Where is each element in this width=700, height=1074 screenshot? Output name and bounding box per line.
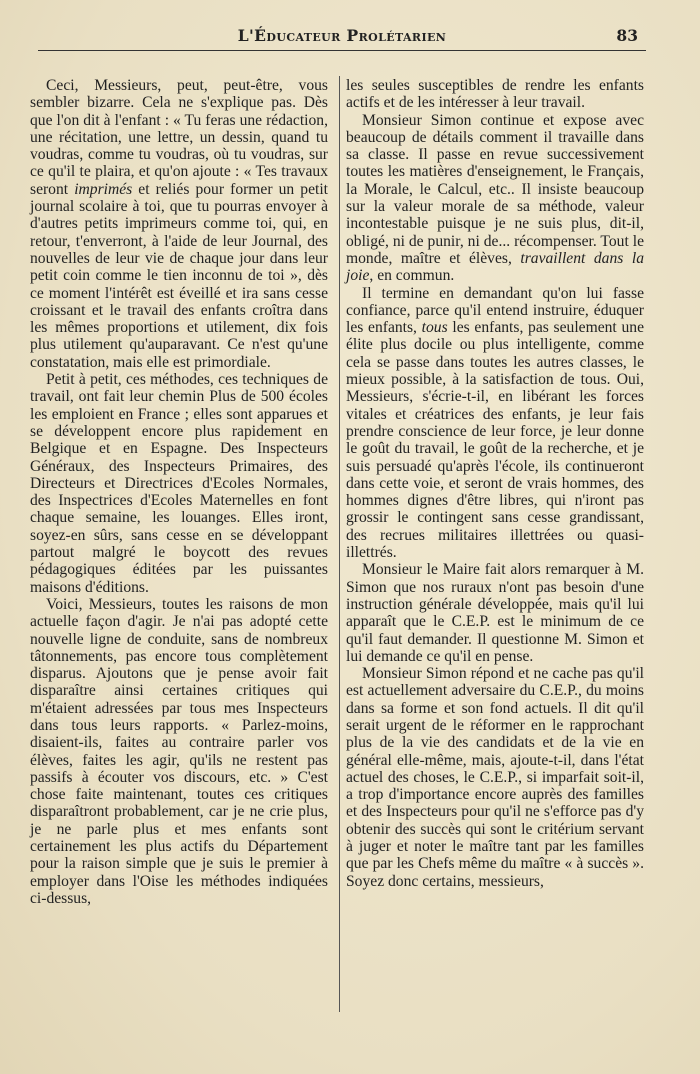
paragraph: Monsieur Simon continue et expose avec beaucoup de détails comment il travaille dans sa classe. Il passe en revue successivement toutes les matières d'enseignement, le Français, la Morale, le Calcul, etc.. Il insiste beaucoup sur la valeur morale de sa méthode, valeur incontestable puisque je ne suis plus, dit-il, obligé, ni de punir, ni de... récompenser. Tout le monde, maître et élèves, travaillent dans la joie, en commun. — [346, 111, 644, 285]
paragraph: Monsieur le Maire fait alors remarquer à M. Simon que nos ruraux n'ont pas besoin d'une instruction générale développée, mais qu'il lui apparaît que le C.E.P. est le minimum de ce qu'il faut demander. Il questionne M. Simon et lui demande ce qu'il en pense. — [346, 561, 644, 665]
left-column — [30, 77, 328, 907]
journal-title: L'Éducateur Prolétarien — [237, 26, 447, 45]
paragraph: Il termine en demandant qu'on lui fasse confiance, parce qu'il entend instruire, éduquer les enfants, tous les enfants, pas seulement une élite plus docile ou plus intelligente, comme cela se passe dans toutes les autres classes, le mieux possible, à la satisfaction de tous. Oui, Messieurs, s'écrie-t-il, en libérant les forces vitales et créatrices des enfants, je leur fais prendre conscience de leur force, je leur donne le goût du travail, le goût de la recherche, et je suis persuadé qu'après l'école, ils continueront dans cette voie, et seront de vrais hommes, des hommes dignes d'être libres, qui n'iront pas grossir le contingent sans cesse grandissant, des recrues militaires illettrées ou quasi-illettrés. — [346, 284, 644, 562]
paragraph: Petit à petit, ces méthodes, ces techniques de travail, ont fait leur chemin Plus de 500 écoles les emploient en France ; elles sont apparues et se développent encore plus rapidement en Belgique et en Espagne. Des Inspecteurs Généraux, des Inspecteurs Primaires, des Directeurs et Directrices d'Ecoles Normales, des Inspectrices d'Ecoles Maternelles en font chaque semaine, les louanges. Elles iront, soyez-en sûrs, sans cesse en se développant partout malgré le boycott des revues pédagogiques éditées par les puissantes maisons d'éditions. — [30, 371, 328, 596]
header-rule — [38, 50, 646, 51]
paragraph: Voici, Messieurs, toutes les raisons de mon actuelle façon d'agir. Je n'ai pas adopté cette nouvelle ligne de conduite, sans de nombreux tâtonnements, pas encore tous complètement disparus. Ajoutons que je pense avoir fait disparaître ainsi certaines critiques qui m'étaient adressées par tous mes Inspecteurs dans tous leurs rapports. « Parlez-moins, disaient-ils, faites au contraire parler vos élèves, faites les agir, qu'ils ne restent pas passifs à écouter vos discours, etc. » C'est chose faite maintenant, toutes ces critiques disparaîtront probablement, car je ne crie plus, je ne parle plus et mes enfants sont certainement les plus actifs du Département pour la raison simple que je suis le premier à employer dans l'Oise les méthodes indiquées ci-dessus, — [30, 595, 328, 907]
paragraph: Ceci, Messieurs, peut, peut-être, vous sembler bizarre. Cela ne s'explique pas. Dès que l'on dit à l'enfant : « Tu feras une rédaction, une récitation, une lettre, un dessin, quand tu voudras, comme tu voudras, où tu voudras, sur ce qu'il te plaira, et qu'on ajoute : « Tes travaux seront imprimés et reliés pour former un petit journal scolaire à toi, que tu pourras envoyer à d'autres petits imprimeurs comme toi, qui, en retour, t'enverront, à l'aide de leur Journal, des nouvelles de leur vie de chaque jour dans leur petit coin comme le tien inconnu de toi », dès ce moment l'intérêt est éveillé et ira sans cesse croissant et le travail des enfants croîtra dans les mêmes proportions et utilement, dix fois plus utilement qu'auparavant. Ce n'est qu'une constatation, mais elle est primordiale. — [30, 77, 328, 371]
column-divider — [339, 76, 340, 1012]
paragraph-continuation: les seules susceptibles de rendre les enfants actifs et de les intéresser à leur travail. — [346, 77, 644, 112]
paragraph: Monsieur Simon répond et ne cache pas qu'il est actuellement adversaire du C.E.P., du moins dans sa forme et son fond actuels. Il dit qu'il serait urgent de le réformer en le rapprochant plus de la vie des candidats et de la vie en général elle-même, mais, ajoute-t-il, dans l'état actuel des choses, le C.E.P., si imparfait soit-il, a trop d'importance encore auprès des familles et des Inspecteurs pour qu'il ne s'efforce pas d'y obtenir des succès qui sont le critérium servant à juger et noter le maître tant par les familles que par les Chefs même du maître « à succès ». Soyez donc certains, messieurs, — [346, 665, 644, 890]
right-column — [346, 77, 644, 890]
running-header — [38, 26, 646, 50]
page-number: 83 — [616, 26, 638, 45]
